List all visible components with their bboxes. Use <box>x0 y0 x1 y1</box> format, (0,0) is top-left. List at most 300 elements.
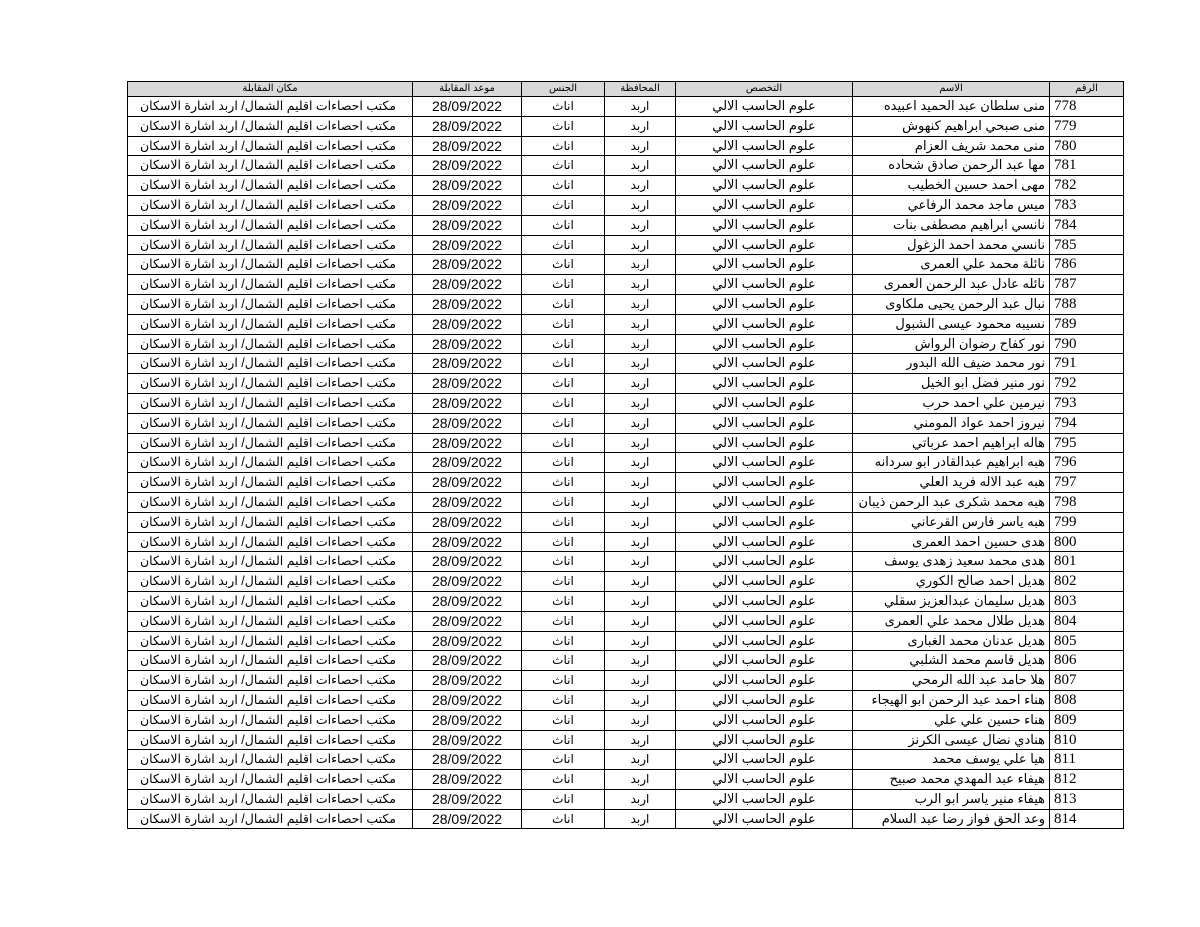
cell-specialty: علوم الحاسب الالي <box>676 294 853 314</box>
header-specialty: التخصص <box>676 82 853 97</box>
cell-date: 28/09/2022 <box>413 730 522 750</box>
cell-date: 28/09/2022 <box>413 176 522 196</box>
cell-governorate: اربد <box>605 97 676 117</box>
cell-num: 799 <box>1050 512 1124 532</box>
cell-specialty: علوم الحاسب الالي <box>676 393 853 413</box>
cell-gender: اناث <box>522 492 605 512</box>
cell-place: مكتب احصاءات اقليم الشمال/ اربد اشارة الاسكان <box>128 631 413 651</box>
cell-specialty: علوم الحاسب الالي <box>676 97 853 117</box>
cell-specialty: علوم الحاسب الالي <box>676 255 853 275</box>
cell-date: 28/09/2022 <box>413 275 522 295</box>
cell-name: منى محمد شريف العزام <box>853 136 1050 156</box>
table-row <box>128 770 1124 790</box>
cell-governorate: اربد <box>605 789 676 809</box>
cell-gender: اناث <box>522 631 605 651</box>
cell-num: 807 <box>1050 671 1124 691</box>
cell-specialty: علوم الحاسب الالي <box>676 116 853 136</box>
cell-num: 794 <box>1050 413 1124 433</box>
cell-num: 808 <box>1050 690 1124 710</box>
cell-place: مكتب احصاءات اقليم الشمال/ اربد اشارة الاسكان <box>128 492 413 512</box>
cell-place: مكتب احصاءات اقليم الشمال/ اربد اشارة الاسكان <box>128 690 413 710</box>
cell-date: 28/09/2022 <box>413 789 522 809</box>
cell-gender: اناث <box>522 334 605 354</box>
header-governorate: المحافظة <box>605 82 676 97</box>
table-row <box>128 393 1124 413</box>
cell-name: هديل عدنان محمد الغبارى <box>853 631 1050 651</box>
cell-place: مكتب احصاءات اقليم الشمال/ اربد اشارة الاسكان <box>128 789 413 809</box>
cell-date: 28/09/2022 <box>413 354 522 374</box>
cell-name: هديل احمد صالح الكوري <box>853 572 1050 592</box>
cell-governorate: اربد <box>605 730 676 750</box>
table-row <box>128 730 1124 750</box>
cell-date: 28/09/2022 <box>413 512 522 532</box>
cell-place: مكتب احصاءات اقليم الشمال/ اربد اشارة الاسكان <box>128 591 413 611</box>
cell-date: 28/09/2022 <box>413 671 522 691</box>
cell-specialty: علوم الحاسب الالي <box>676 532 853 552</box>
cell-gender: اناث <box>522 413 605 433</box>
table-row <box>128 611 1124 631</box>
table-row <box>128 631 1124 651</box>
cell-date: 28/09/2022 <box>413 156 522 176</box>
cell-governorate: اربد <box>605 354 676 374</box>
cell-governorate: اربد <box>605 215 676 235</box>
cell-name: هديل قاسم محمد الشلبي <box>853 651 1050 671</box>
cell-name: هاله ابراهيم احمد عرباتي <box>853 433 1050 453</box>
table-row <box>128 136 1124 156</box>
cell-name: هناء احمد عبد الرحمن ابو الهيجاء <box>853 690 1050 710</box>
cell-specialty: علوم الحاسب الالي <box>676 453 853 473</box>
cell-specialty: علوم الحاسب الالي <box>676 195 853 215</box>
cell-date: 28/09/2022 <box>413 809 522 829</box>
cell-date: 28/09/2022 <box>413 374 522 394</box>
cell-specialty: علوم الحاسب الالي <box>676 235 853 255</box>
cell-name: هدى حسين احمد العمرى <box>853 532 1050 552</box>
cell-gender: اناث <box>522 611 605 631</box>
table-row <box>128 314 1124 334</box>
cell-name: مها عبد الرحمن صادق شحاده <box>853 156 1050 176</box>
table-row <box>128 473 1124 493</box>
cell-date: 28/09/2022 <box>413 433 522 453</box>
cell-date: 28/09/2022 <box>413 690 522 710</box>
cell-num: 791 <box>1050 354 1124 374</box>
cell-num: 804 <box>1050 611 1124 631</box>
cell-num: 814 <box>1050 809 1124 829</box>
cell-num: 810 <box>1050 730 1124 750</box>
cell-gender: اناث <box>522 690 605 710</box>
cell-name: هبه محمد شكرى عبد الرحمن ذيبان <box>853 492 1050 512</box>
table-row <box>128 710 1124 730</box>
cell-name: نانسي محمد احمد الزغول <box>853 235 1050 255</box>
cell-num: 780 <box>1050 136 1124 156</box>
cell-name: هناء حسين علي علي <box>853 710 1050 730</box>
cell-name: هبه ياسر فارس القرعاني <box>853 512 1050 532</box>
cell-gender: اناث <box>522 552 605 572</box>
cell-gender: اناث <box>522 136 605 156</box>
cell-place: مكتب احصاءات اقليم الشمال/ اربد اشارة الاسكان <box>128 195 413 215</box>
cell-date: 28/09/2022 <box>413 492 522 512</box>
cell-specialty: علوم الحاسب الالي <box>676 591 853 611</box>
cell-place: مكتب احصاءات اقليم الشمال/ اربد اشارة الاسكان <box>128 433 413 453</box>
cell-num: 806 <box>1050 651 1124 671</box>
table-row <box>128 195 1124 215</box>
table-row <box>128 275 1124 295</box>
cell-specialty: علوم الحاسب الالي <box>676 651 853 671</box>
cell-num: 788 <box>1050 294 1124 314</box>
cell-specialty: علوم الحاسب الالي <box>676 690 853 710</box>
cell-gender: اناث <box>522 572 605 592</box>
cell-date: 28/09/2022 <box>413 413 522 433</box>
cell-governorate: اربد <box>605 473 676 493</box>
cell-num: 785 <box>1050 235 1124 255</box>
cell-name: نور منير فضل ابو الخيل <box>853 374 1050 394</box>
cell-date: 28/09/2022 <box>413 770 522 790</box>
cell-gender: اناث <box>522 235 605 255</box>
cell-gender: اناث <box>522 750 605 770</box>
cell-date: 28/09/2022 <box>413 393 522 413</box>
cell-num: 803 <box>1050 591 1124 611</box>
cell-num: 809 <box>1050 710 1124 730</box>
cell-governorate: اربد <box>605 136 676 156</box>
cell-specialty: علوم الحاسب الالي <box>676 750 853 770</box>
cell-place: مكتب احصاءات اقليم الشمال/ اربد اشارة الاسكان <box>128 809 413 829</box>
cell-specialty: علوم الحاسب الالي <box>676 611 853 631</box>
table-header <box>128 82 1124 97</box>
cell-num: 792 <box>1050 374 1124 394</box>
cell-name: هديل طلال محمد علي العمرى <box>853 611 1050 631</box>
table-row <box>128 433 1124 453</box>
table-row <box>128 354 1124 374</box>
cell-name: نائلة محمد علي العمرى <box>853 255 1050 275</box>
cell-place: مكتب احصاءات اقليم الشمال/ اربد اشارة الاسكان <box>128 730 413 750</box>
cell-num: 784 <box>1050 215 1124 235</box>
cell-date: 28/09/2022 <box>413 473 522 493</box>
header-name: الاسم <box>853 82 1050 97</box>
cell-governorate: اربد <box>605 176 676 196</box>
cell-num: 813 <box>1050 789 1124 809</box>
cell-date: 28/09/2022 <box>413 294 522 314</box>
cell-gender: اناث <box>522 97 605 117</box>
cell-governorate: اربد <box>605 631 676 651</box>
table-row <box>128 512 1124 532</box>
cell-num: 802 <box>1050 572 1124 592</box>
cell-gender: اناث <box>522 176 605 196</box>
cell-num: 798 <box>1050 492 1124 512</box>
cell-name: هيا علي يوسف محمد <box>853 750 1050 770</box>
cell-date: 28/09/2022 <box>413 591 522 611</box>
cell-specialty: علوم الحاسب الالي <box>676 809 853 829</box>
cell-name: نسيبه محمود عيسى الشبول <box>853 314 1050 334</box>
cell-specialty: علوم الحاسب الالي <box>676 136 853 156</box>
cell-gender: اناث <box>522 275 605 295</box>
cell-governorate: اربد <box>605 294 676 314</box>
cell-date: 28/09/2022 <box>413 631 522 651</box>
cell-name: نور محمد ضيف الله البدور <box>853 354 1050 374</box>
cell-governorate: اربد <box>605 671 676 691</box>
table-row <box>128 591 1124 611</box>
cell-num: 778 <box>1050 97 1124 117</box>
cell-gender: اناث <box>522 116 605 136</box>
cell-name: هيفاء عبد المهدي محمد صبيح <box>853 770 1050 790</box>
cell-gender: اناث <box>522 473 605 493</box>
cell-governorate: اربد <box>605 433 676 453</box>
cell-place: مكتب احصاءات اقليم الشمال/ اربد اشارة الاسكان <box>128 334 413 354</box>
cell-place: مكتب احصاءات اقليم الشمال/ اربد اشارة الاسكان <box>128 413 413 433</box>
cell-num: 797 <box>1050 473 1124 493</box>
cell-num: 787 <box>1050 275 1124 295</box>
cell-name: نبال عبد الرحمن يحيى ملكاوى <box>853 294 1050 314</box>
cell-specialty: علوم الحاسب الالي <box>676 512 853 532</box>
cell-date: 28/09/2022 <box>413 314 522 334</box>
cell-place: مكتب احصاءات اقليم الشمال/ اربد اشارة الاسكان <box>128 512 413 532</box>
cell-gender: اناث <box>522 453 605 473</box>
cell-place: مكتب احصاءات اقليم الشمال/ اربد اشارة الاسكان <box>128 453 413 473</box>
cell-gender: اناث <box>522 393 605 413</box>
cell-specialty: علوم الحاسب الالي <box>676 572 853 592</box>
cell-gender: اناث <box>522 374 605 394</box>
cell-specialty: علوم الحاسب الالي <box>676 671 853 691</box>
cell-gender: اناث <box>522 770 605 790</box>
cell-date: 28/09/2022 <box>413 552 522 572</box>
cell-date: 28/09/2022 <box>413 195 522 215</box>
cell-place: مكتب احصاءات اقليم الشمال/ اربد اشارة الاسكان <box>128 255 413 275</box>
cell-gender: اناث <box>522 671 605 691</box>
header-row <box>128 82 1124 97</box>
cell-governorate: اربد <box>605 314 676 334</box>
cell-specialty: علوم الحاسب الالي <box>676 730 853 750</box>
cell-place: مكتب احصاءات اقليم الشمال/ اربد اشارة الاسكان <box>128 532 413 552</box>
table-row <box>128 374 1124 394</box>
cell-gender: اناث <box>522 215 605 235</box>
cell-place: مكتب احصاءات اقليم الشمال/ اربد اشارة الاسكان <box>128 116 413 136</box>
cell-date: 28/09/2022 <box>413 611 522 631</box>
cell-governorate: اربد <box>605 116 676 136</box>
cell-num: 786 <box>1050 255 1124 275</box>
cell-date: 28/09/2022 <box>413 572 522 592</box>
cell-governorate: اربد <box>605 809 676 829</box>
cell-specialty: علوم الحاسب الالي <box>676 433 853 453</box>
cell-place: مكتب احصاءات اقليم الشمال/ اربد اشارة الاسكان <box>128 750 413 770</box>
cell-gender: اناث <box>522 354 605 374</box>
cell-specialty: علوم الحاسب الالي <box>676 473 853 493</box>
cell-place: مكتب احصاءات اقليم الشمال/ اربد اشارة الاسكان <box>128 176 413 196</box>
cell-specialty: علوم الحاسب الالي <box>676 770 853 790</box>
cell-gender: اناث <box>522 809 605 829</box>
cell-specialty: علوم الحاسب الالي <box>676 156 853 176</box>
cell-specialty: علوم الحاسب الالي <box>676 631 853 651</box>
cell-place: مكتب احصاءات اقليم الشمال/ اربد اشارة الاسكان <box>128 552 413 572</box>
cell-name: وعد الحق فواز رضا عبد السلام <box>853 809 1050 829</box>
cell-governorate: اربد <box>605 591 676 611</box>
cell-place: مكتب احصاءات اقليم الشمال/ اربد اشارة الاسكان <box>128 572 413 592</box>
cell-place: مكتب احصاءات اقليم الشمال/ اربد اشارة الاسكان <box>128 671 413 691</box>
table-row <box>128 651 1124 671</box>
cell-place: مكتب احصاءات اقليم الشمال/ اربد اشارة الاسكان <box>128 611 413 631</box>
cell-governorate: اربد <box>605 690 676 710</box>
header-gender: الجنس <box>522 82 605 97</box>
cell-name: نانسي ابراهيم مصطفى بنات <box>853 215 1050 235</box>
cell-num: 783 <box>1050 195 1124 215</box>
cell-specialty: علوم الحاسب الالي <box>676 176 853 196</box>
cell-name: ميس ماجد محمد الرفاعي <box>853 195 1050 215</box>
table-row <box>128 809 1124 829</box>
cell-gender: اناث <box>522 710 605 730</box>
header-date: موعد المقابلة <box>413 82 522 97</box>
table-row <box>128 215 1124 235</box>
cell-name: هديل سليمان عبدالعزيز سقلي <box>853 591 1050 611</box>
cell-specialty: علوم الحاسب الالي <box>676 789 853 809</box>
cell-place: مكتب احصاءات اقليم الشمال/ اربد اشارة الاسكان <box>128 354 413 374</box>
cell-num: 793 <box>1050 393 1124 413</box>
interview-schedule-table <box>127 81 1124 829</box>
cell-num: 789 <box>1050 314 1124 334</box>
table-row <box>128 750 1124 770</box>
cell-num: 781 <box>1050 156 1124 176</box>
cell-name: مهى احمد حسين الخطيب <box>853 176 1050 196</box>
cell-place: مكتب احصاءات اقليم الشمال/ اربد اشارة الاسكان <box>128 97 413 117</box>
table-row <box>128 334 1124 354</box>
cell-gender: اناث <box>522 195 605 215</box>
cell-name: هيفاء منير ياسر ابو الرب <box>853 789 1050 809</box>
cell-place: مكتب احصاءات اقليم الشمال/ اربد اشارة الاسكان <box>128 393 413 413</box>
cell-date: 28/09/2022 <box>413 116 522 136</box>
table-body <box>128 97 1124 829</box>
cell-name: نور كفاح رضوان الرواش <box>853 334 1050 354</box>
table-row <box>128 532 1124 552</box>
header-num: الرقم <box>1050 82 1124 97</box>
cell-place: مكتب احصاءات اقليم الشمال/ اربد اشارة الاسكان <box>128 314 413 334</box>
cell-num: 812 <box>1050 770 1124 790</box>
cell-num: 805 <box>1050 631 1124 651</box>
cell-num: 779 <box>1050 116 1124 136</box>
cell-gender: اناث <box>522 591 605 611</box>
cell-specialty: علوم الحاسب الالي <box>676 552 853 572</box>
table-row <box>128 255 1124 275</box>
table-row <box>128 552 1124 572</box>
cell-place: مكتب احصاءات اقليم الشمال/ اربد اشارة الاسكان <box>128 473 413 493</box>
cell-governorate: اربد <box>605 611 676 631</box>
table-row <box>128 572 1124 592</box>
cell-gender: اناث <box>522 789 605 809</box>
cell-num: 796 <box>1050 453 1124 473</box>
cell-num: 782 <box>1050 176 1124 196</box>
table-row <box>128 492 1124 512</box>
cell-date: 28/09/2022 <box>413 651 522 671</box>
cell-specialty: علوم الحاسب الالي <box>676 492 853 512</box>
cell-gender: اناث <box>522 433 605 453</box>
cell-place: مكتب احصاءات اقليم الشمال/ اربد اشارة الاسكان <box>128 770 413 790</box>
table-row <box>128 116 1124 136</box>
cell-num: 801 <box>1050 552 1124 572</box>
cell-governorate: اربد <box>605 750 676 770</box>
cell-name: نيرمين علي احمد حرب <box>853 393 1050 413</box>
cell-governorate: اربد <box>605 156 676 176</box>
cell-governorate: اربد <box>605 374 676 394</box>
table-row <box>128 690 1124 710</box>
cell-date: 28/09/2022 <box>413 136 522 156</box>
table-row <box>128 235 1124 255</box>
cell-specialty: علوم الحاسب الالي <box>676 354 853 374</box>
cell-governorate: اربد <box>605 334 676 354</box>
cell-place: مكتب احصاءات اقليم الشمال/ اربد اشارة الاسكان <box>128 294 413 314</box>
table-row <box>128 671 1124 691</box>
cell-gender: اناث <box>522 512 605 532</box>
cell-name: منى سلطان عبد الحميد اعبيده <box>853 97 1050 117</box>
cell-specialty: علوم الحاسب الالي <box>676 275 853 295</box>
cell-place: مكتب احصاءات اقليم الشمال/ اربد اشارة الاسكان <box>128 710 413 730</box>
cell-date: 28/09/2022 <box>413 255 522 275</box>
cell-place: مكتب احصاءات اقليم الشمال/ اربد اشارة الاسكان <box>128 651 413 671</box>
cell-name: هبه ابراهيم عبدالقادر ابو سردانه <box>853 453 1050 473</box>
cell-specialty: علوم الحاسب الالي <box>676 314 853 334</box>
table-row <box>128 294 1124 314</box>
cell-date: 28/09/2022 <box>413 453 522 473</box>
cell-specialty: علوم الحاسب الالي <box>676 215 853 235</box>
table-row <box>128 156 1124 176</box>
cell-name: هنادي نضال عيسى الكرنز <box>853 730 1050 750</box>
cell-date: 28/09/2022 <box>413 215 522 235</box>
cell-name: هبه عبد الاله فريد العلي <box>853 473 1050 493</box>
cell-date: 28/09/2022 <box>413 235 522 255</box>
cell-governorate: اربد <box>605 413 676 433</box>
cell-place: مكتب احصاءات اقليم الشمال/ اربد اشارة الاسكان <box>128 275 413 295</box>
cell-gender: اناث <box>522 314 605 334</box>
cell-num: 795 <box>1050 433 1124 453</box>
cell-num: 811 <box>1050 750 1124 770</box>
cell-name: هلا حامد عبد الله الرمحي <box>853 671 1050 691</box>
cell-num: 790 <box>1050 334 1124 354</box>
cell-gender: اناث <box>522 255 605 275</box>
table-row <box>128 453 1124 473</box>
table-row <box>128 789 1124 809</box>
cell-gender: اناث <box>522 294 605 314</box>
cell-name: هدى محمد سعيد زهدى يوسف <box>853 552 1050 572</box>
cell-gender: اناث <box>522 532 605 552</box>
cell-name: منى صبحي ابراهيم كنهوش <box>853 116 1050 136</box>
cell-date: 28/09/2022 <box>413 710 522 730</box>
cell-governorate: اربد <box>605 393 676 413</box>
cell-place: مكتب احصاءات اقليم الشمال/ اربد اشارة الاسكان <box>128 156 413 176</box>
cell-governorate: اربد <box>605 710 676 730</box>
cell-governorate: اربد <box>605 770 676 790</box>
table-row <box>128 97 1124 117</box>
cell-date: 28/09/2022 <box>413 532 522 552</box>
cell-governorate: اربد <box>605 512 676 532</box>
cell-place: مكتب احصاءات اقليم الشمال/ اربد اشارة الاسكان <box>128 215 413 235</box>
cell-gender: اناث <box>522 730 605 750</box>
table-row <box>128 176 1124 196</box>
cell-governorate: اربد <box>605 275 676 295</box>
cell-place: مكتب احصاءات اقليم الشمال/ اربد اشارة الاسكان <box>128 374 413 394</box>
cell-date: 28/09/2022 <box>413 334 522 354</box>
cell-governorate: اربد <box>605 453 676 473</box>
cell-place: مكتب احصاءات اقليم الشمال/ اربد اشارة الاسكان <box>128 235 413 255</box>
cell-specialty: علوم الحاسب الالي <box>676 413 853 433</box>
cell-specialty: علوم الحاسب الالي <box>676 374 853 394</box>
cell-specialty: علوم الحاسب الالي <box>676 710 853 730</box>
cell-governorate: اربد <box>605 195 676 215</box>
header-place: مكان المقابلة <box>128 82 413 97</box>
cell-name: نيروز احمد عواد المومني <box>853 413 1050 433</box>
cell-governorate: اربد <box>605 235 676 255</box>
cell-name: نائله عادل عبد الرحمن العمرى <box>853 275 1050 295</box>
cell-governorate: اربد <box>605 572 676 592</box>
cell-place: مكتب احصاءات اقليم الشمال/ اربد اشارة الاسكان <box>128 136 413 156</box>
cell-governorate: اربد <box>605 492 676 512</box>
cell-specialty: علوم الحاسب الالي <box>676 334 853 354</box>
cell-governorate: اربد <box>605 255 676 275</box>
cell-date: 28/09/2022 <box>413 97 522 117</box>
cell-gender: اناث <box>522 651 605 671</box>
